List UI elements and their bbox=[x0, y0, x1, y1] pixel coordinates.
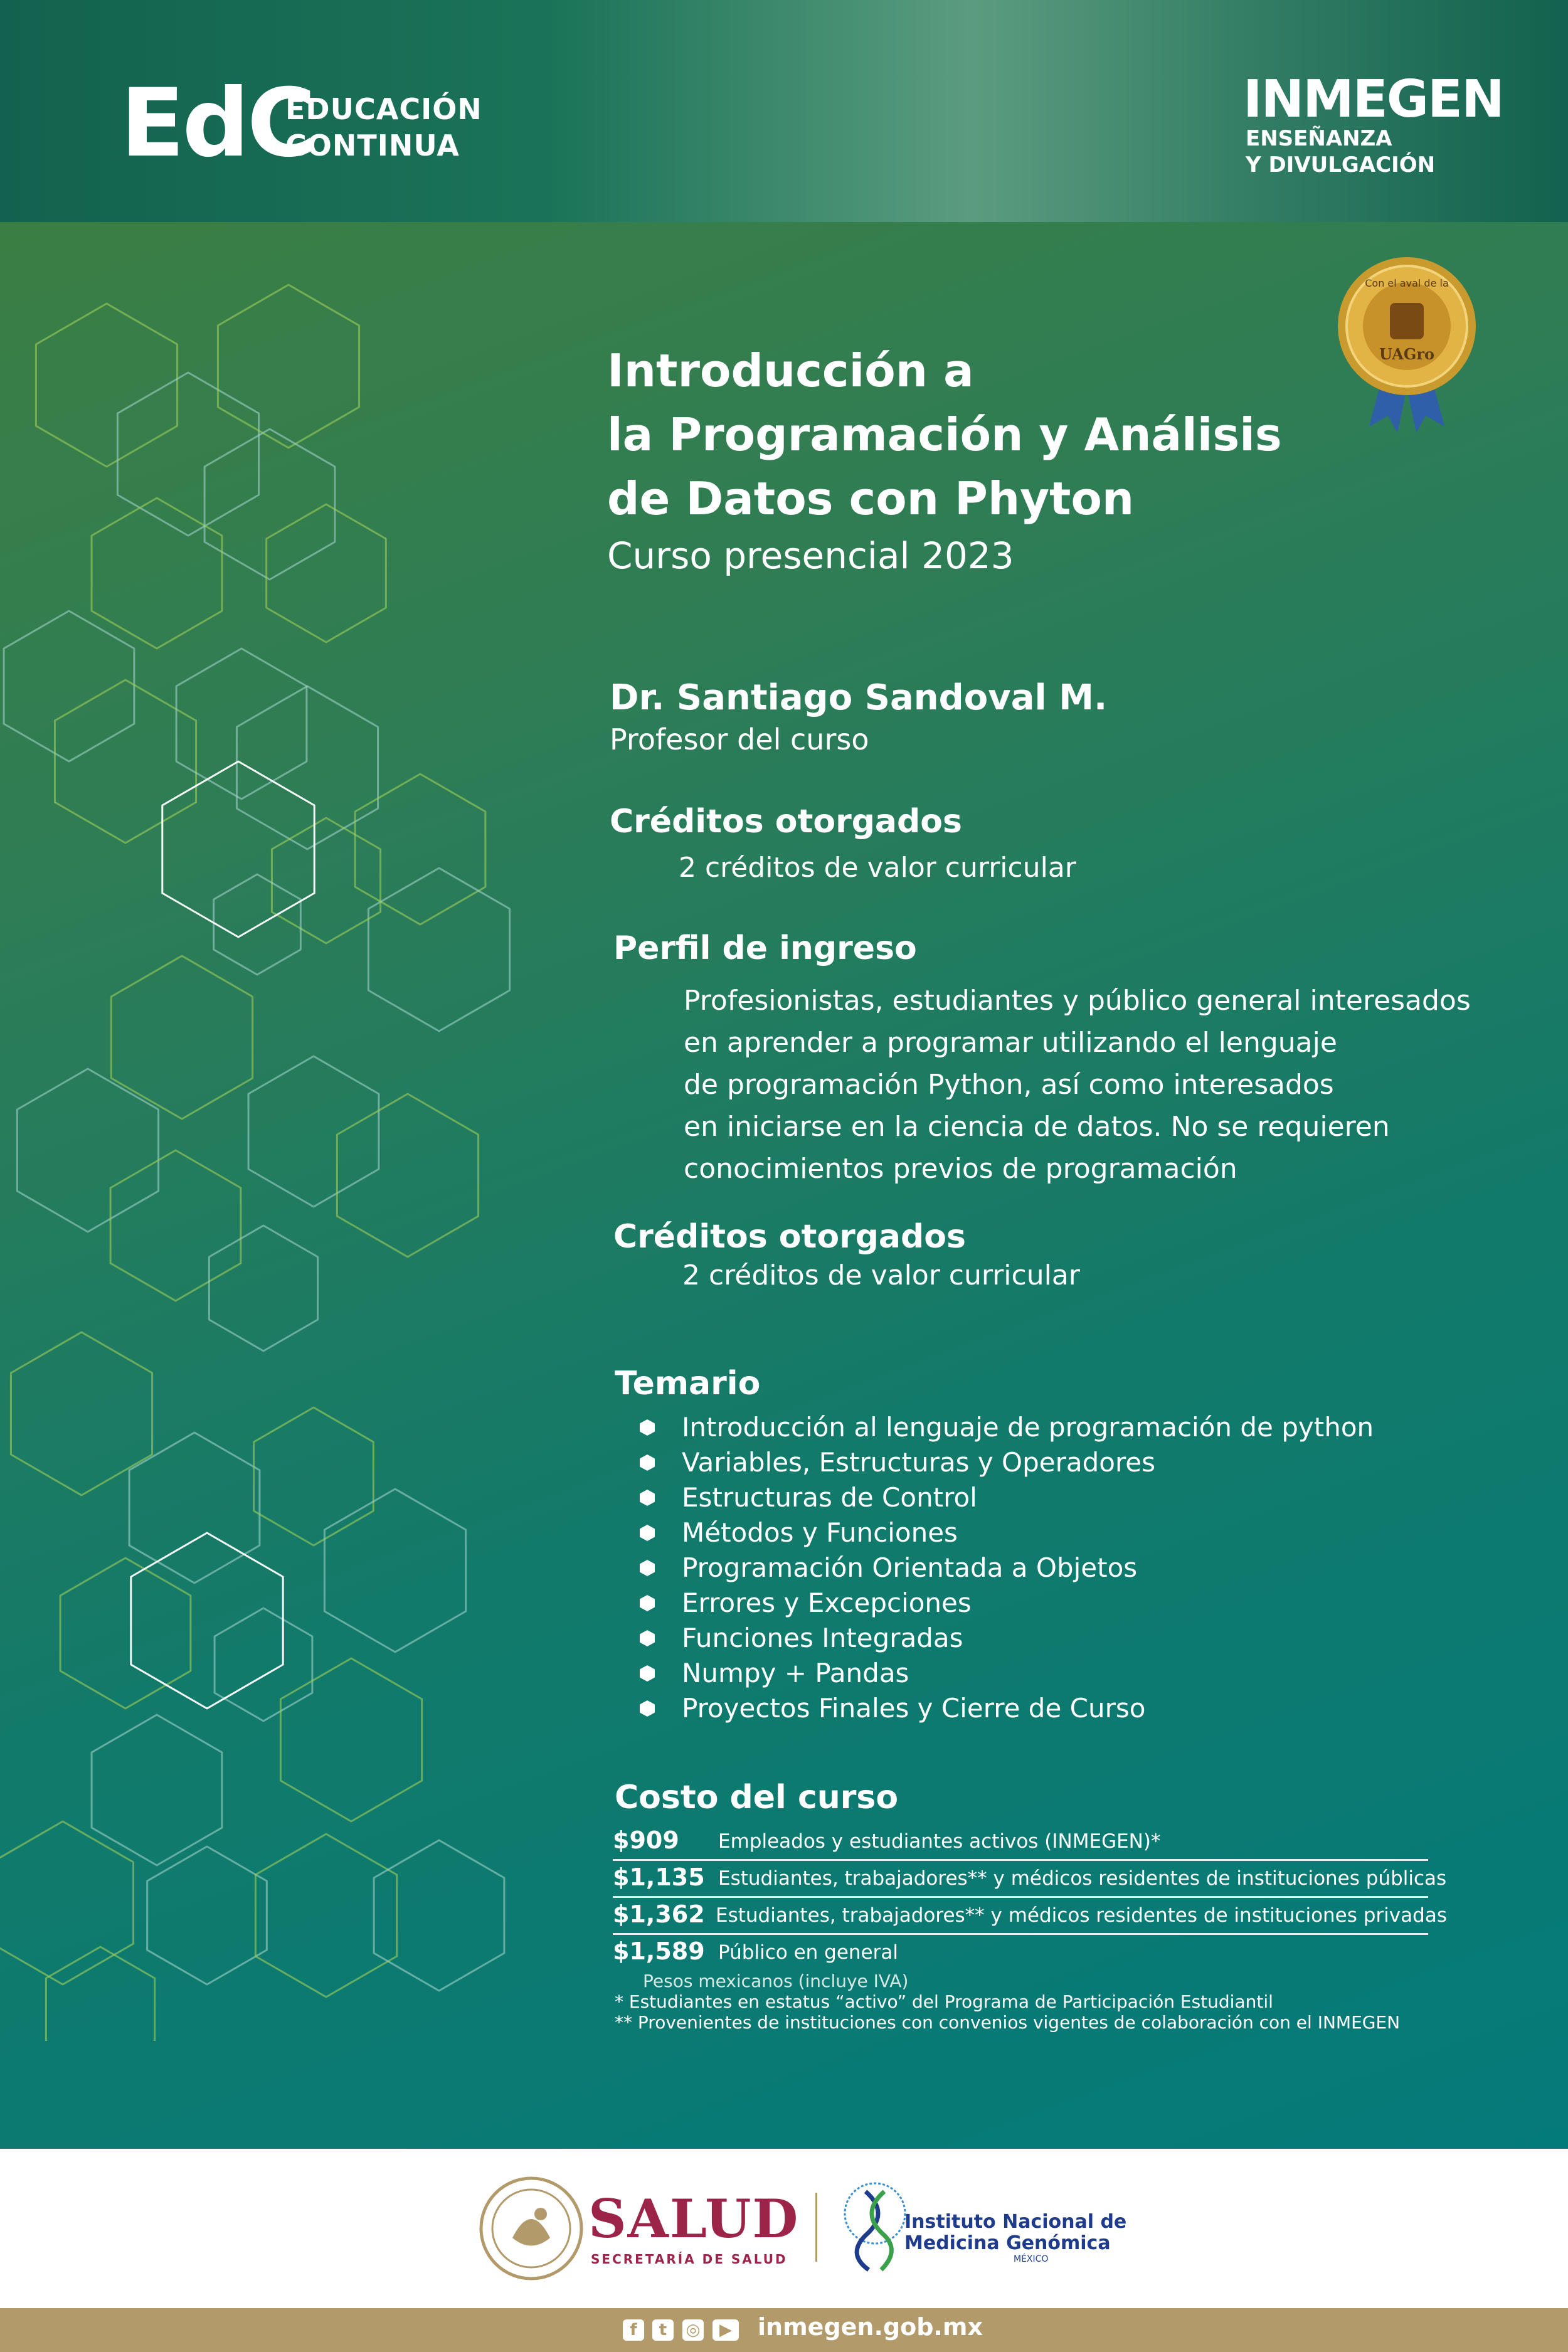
twitter-icon[interactable]: t bbox=[652, 2319, 674, 2341]
course-subtitle: Curso presencial 2023 bbox=[607, 534, 1014, 577]
hexagon-bullet-icon bbox=[638, 1454, 656, 1471]
edc-line-2: CONTINUA bbox=[285, 129, 460, 162]
facebook-icon[interactable]: f bbox=[623, 2319, 644, 2341]
hexagon-bullet-icon bbox=[638, 1419, 656, 1436]
hexagon-shape bbox=[36, 304, 177, 467]
cost-table bbox=[613, 1824, 1447, 1970]
syllabus-item bbox=[635, 1586, 1374, 1621]
inmegen-logo-name: INMEGEN bbox=[1243, 70, 1503, 129]
inmegen-dna-logo-icon bbox=[840, 2179, 909, 2273]
profile-line: en aprender a programar utilizando el lenguaje bbox=[684, 1027, 1337, 1059]
hexagon-shape bbox=[280, 1658, 421, 1821]
hexagon-bullet-icon bbox=[638, 1489, 656, 1507]
profile-heading: Perfil de ingreso bbox=[613, 930, 917, 967]
cost-row bbox=[613, 1861, 1447, 1898]
hexagon-shape bbox=[204, 429, 335, 580]
hexagon-shape bbox=[11, 1332, 152, 1495]
syllabus-item bbox=[635, 1515, 1374, 1550]
inmegen-line-1: ENSEÑANZA bbox=[1246, 126, 1392, 151]
professor-role: Profesor del curso bbox=[610, 723, 869, 756]
syllabus-item bbox=[635, 1691, 1374, 1726]
hexagon-shape bbox=[147, 1846, 267, 1984]
course-title-line-1: Introducción a bbox=[607, 344, 974, 397]
course-title bbox=[607, 339, 1282, 531]
syllabus-item bbox=[635, 1445, 1374, 1480]
cost-row bbox=[613, 1898, 1447, 1935]
hexagon-pattern bbox=[0, 222, 615, 2041]
syllabus-item-label: Introducción al lenguaje de programación de python bbox=[682, 1412, 1374, 1443]
edc-logo-text bbox=[285, 91, 482, 164]
footer-divider bbox=[815, 2193, 817, 2262]
hexagon-shape bbox=[374, 1840, 504, 1991]
syllabus-list bbox=[635, 1410, 1374, 1726]
hexagon-bullet-icon bbox=[638, 1629, 656, 1647]
hexagon-shape bbox=[355, 774, 485, 924]
hexagon-bullet-icon bbox=[638, 1665, 656, 1682]
profile-line: Profesionistas, estudiantes y público general interesados bbox=[684, 985, 1471, 1017]
hexagon-shape bbox=[267, 504, 386, 642]
cost-row bbox=[613, 1935, 1428, 1970]
professor-name: Dr. Santiago Sandoval M. bbox=[610, 677, 1108, 718]
youtube-icon[interactable]: ▶ bbox=[712, 2319, 739, 2341]
institute-line-2: Medicina Genómica bbox=[904, 2232, 1111, 2254]
syllabus-item bbox=[635, 1550, 1374, 1586]
hexagon-shape bbox=[0, 1821, 134, 1984]
hexagon-bullet-icon bbox=[638, 1559, 656, 1577]
cost-heading: Costo del curso bbox=[615, 1779, 899, 1816]
hexagon-shape bbox=[60, 1558, 191, 1708]
cost-description: Público en general bbox=[718, 1941, 898, 1964]
mexico-coat-of-arms-icon bbox=[478, 2175, 585, 2282]
hexagon-shape bbox=[248, 1056, 379, 1207]
syllabus-item-label: Variables, Estructuras y Operadores bbox=[682, 1447, 1156, 1478]
hexagon-shape bbox=[272, 818, 380, 943]
credits-heading-1: Créditos otorgados bbox=[610, 803, 962, 840]
course-title-line-2: la Programación y Análisis bbox=[607, 408, 1282, 461]
salud-subtitle: SECRETARÍA DE SALUD bbox=[591, 2252, 788, 2267]
syllabus-item bbox=[635, 1480, 1374, 1515]
syllabus-item-label: Proyectos Finales y Cierre de Curso bbox=[682, 1693, 1146, 1724]
hexagon-shape bbox=[209, 1226, 317, 1351]
hexagon-shape bbox=[214, 874, 301, 975]
website-link[interactable]: inmegen.gob.mx bbox=[758, 2313, 983, 2341]
profile-line: en iniciarse en la ciencia de datos. No se requieren bbox=[684, 1111, 1390, 1143]
footnote-1: * Estudiantes en estatus “activo” del Programa de Participación Estudiantil bbox=[615, 1991, 1273, 2012]
cost-amount: $1,589 bbox=[613, 1937, 705, 1965]
cost-description: Estudiantes, trabajadores** y médicos residentes de instituciones privadas bbox=[716, 1904, 1447, 1927]
hexagon-shape bbox=[110, 1150, 241, 1301]
course-title-line-3: de Datos con Phyton bbox=[607, 472, 1135, 525]
syllabus-item-label: Programación Orientada a Objetos bbox=[682, 1552, 1138, 1583]
header-band bbox=[0, 0, 1568, 222]
hexagon-bullet-icon bbox=[638, 1524, 656, 1542]
seal-label: UAGro bbox=[1379, 345, 1434, 363]
cost-amount: $1,362 bbox=[613, 1900, 705, 1928]
uagro-seal-icon bbox=[1335, 254, 1479, 436]
hexagon-bullet-icon bbox=[638, 1594, 656, 1612]
hexagon-shape bbox=[92, 1715, 222, 1865]
syllabus-item-label: Errores y Excepciones bbox=[682, 1587, 972, 1618]
hexagon-shape bbox=[254, 1407, 374, 1545]
hexagon-shape bbox=[55, 680, 196, 843]
hexagon-shape bbox=[218, 285, 359, 448]
hexagon-shape bbox=[46, 1947, 154, 2041]
hexagon-shape bbox=[129, 1433, 260, 1583]
cost-description: Empleados y estudiantes activos (INMEGEN)* bbox=[718, 1830, 1161, 1853]
hexagon-shape bbox=[368, 868, 509, 1031]
syllabus-item bbox=[635, 1656, 1374, 1691]
profile-paragraph bbox=[684, 980, 1471, 1190]
credits-value-2: 2 créditos de valor curricular bbox=[682, 1259, 1080, 1291]
seal-arc-text: Con el aval de la bbox=[1365, 277, 1449, 289]
hexagon-shape bbox=[255, 1834, 396, 1997]
inmegen-logo-subtitle bbox=[1246, 125, 1435, 178]
currency-note: Pesos mexicanos (incluye IVA) bbox=[643, 1971, 909, 1991]
inmegen-line-2: Y DIVULGACIÓN bbox=[1246, 152, 1436, 177]
hexagon-shape bbox=[215, 1608, 312, 1721]
hexagon-shape bbox=[324, 1489, 465, 1652]
syllabus-item-label: Métodos y Funciones bbox=[682, 1517, 958, 1548]
cost-description: Estudiantes, trabajadores** y médicos residentes de instituciones públicas bbox=[718, 1867, 1447, 1890]
hexagon-shape bbox=[92, 498, 222, 649]
credits-value-1: 2 créditos de valor curricular bbox=[679, 852, 1076, 884]
syllabus-item-label: Estructuras de Control bbox=[682, 1482, 977, 1513]
syllabus-item-label: Numpy + Pandas bbox=[682, 1658, 909, 1688]
institute-line-1: Instituto Nacional de bbox=[904, 2211, 1127, 2233]
syllabus-item-label: Funciones Integradas bbox=[682, 1623, 963, 1653]
cost-amount: $1,135 bbox=[613, 1863, 705, 1891]
footnote-2: ** Provenientes de instituciones con convenios vigentes de colaboración con el INMEGEN bbox=[615, 2012, 1401, 2033]
hexagon-shape bbox=[117, 373, 258, 536]
cost-notes bbox=[615, 1971, 1400, 2033]
syllabus-heading: Temario bbox=[615, 1365, 761, 1402]
profile-line: de programación Python, así como interesados bbox=[684, 1069, 1334, 1101]
hexagon-shape bbox=[162, 761, 314, 937]
credits-heading-2: Créditos otorgados bbox=[613, 1218, 966, 1256]
institute-country: MÉXICO bbox=[1014, 2254, 1049, 2264]
salud-logo-text: SALUD bbox=[588, 2188, 800, 2250]
inmegen-institute-name bbox=[904, 2212, 1126, 2254]
cost-amount: $909 bbox=[613, 1826, 679, 1854]
syllabus-item bbox=[635, 1410, 1374, 1445]
edc-logo-mark: EdC bbox=[120, 69, 314, 178]
footer bbox=[0, 2149, 1568, 2308]
hexagon-bullet-icon bbox=[638, 1700, 656, 1717]
edc-line-1: EDUCACIÓN bbox=[285, 92, 482, 126]
hexagon-shape bbox=[337, 1094, 478, 1257]
instagram-icon[interactable]: ◎ bbox=[682, 2319, 704, 2341]
cost-row bbox=[613, 1824, 1428, 1861]
profile-line: conocimientos previos de programación bbox=[684, 1153, 1237, 1185]
syllabus-item bbox=[635, 1621, 1374, 1656]
